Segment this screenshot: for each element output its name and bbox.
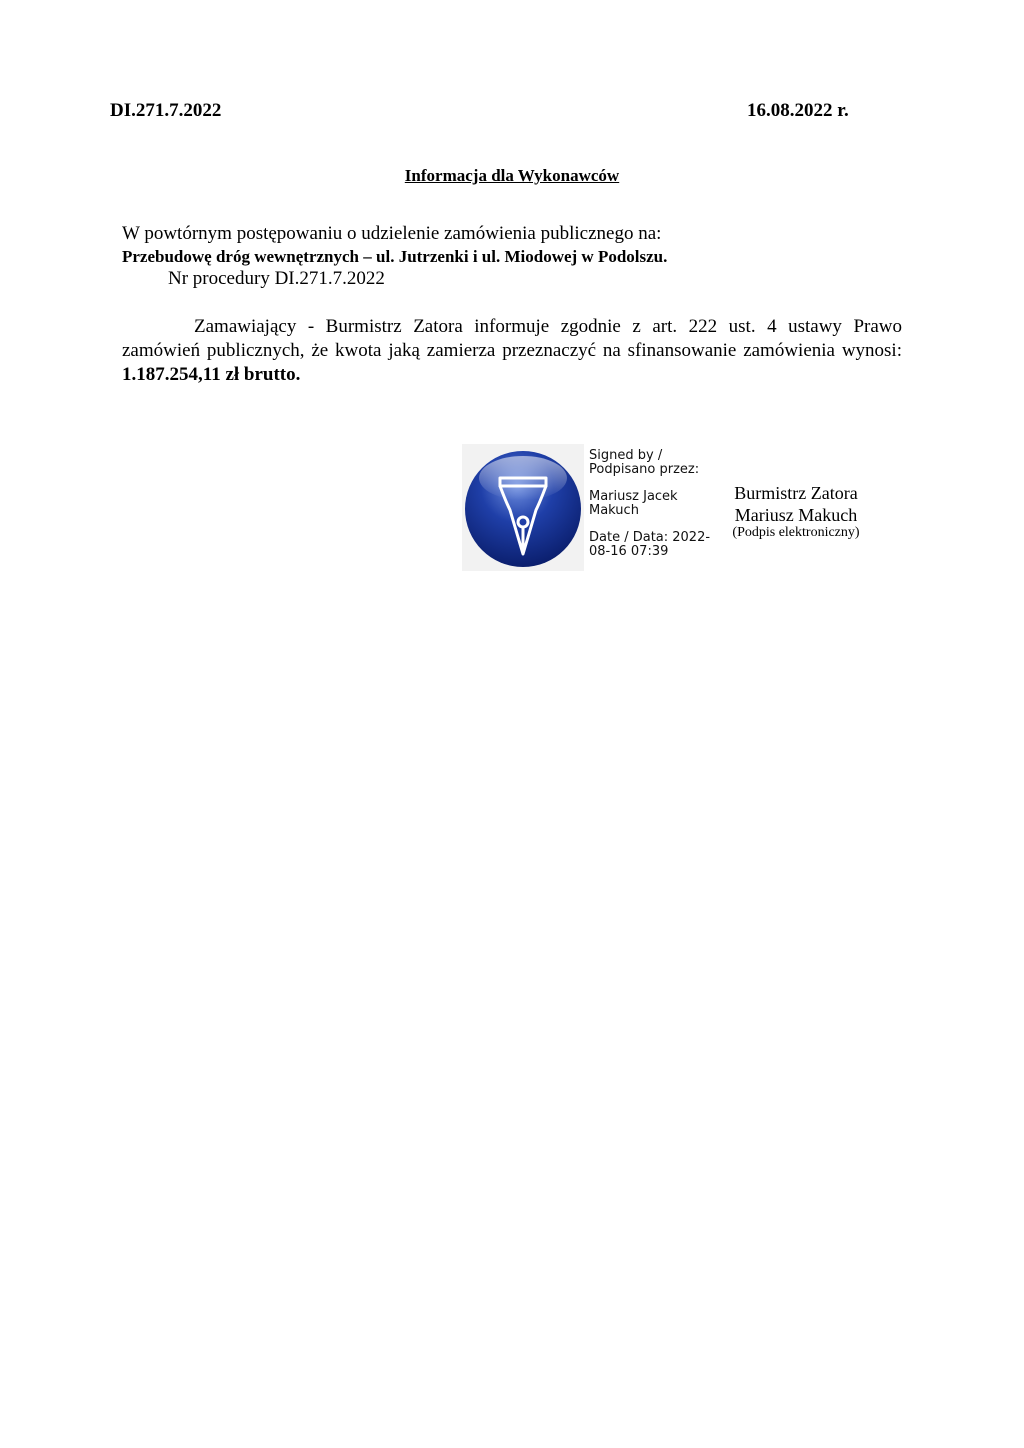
document-title: Informacja dla Wykonawców [404,166,620,185]
signatory-name: Mariusz Makuch [734,505,858,525]
procedure-number: Nr procedury DI.271.7.2022 [168,268,385,289]
body-paragraph [122,315,902,387]
document-date: 16.08.2022 r. [747,100,849,121]
signature-date: Date / Data: 2022- 08-16 07:39 [589,530,711,559]
signed-by-label: Signed by / Podpisano przez: [589,448,700,477]
signatory-block [716,482,876,526]
electronic-signature-note: (Podpis elektroniczny) [732,525,860,540]
procurement-subject: Przebudowę dróg wewnętrznych – ul. Jutrzenki i ul. Miodowej w Podolszu. [122,247,668,266]
signatory-office: Burmistrz Zatora [734,483,858,503]
signature-seal-icon [462,444,584,571]
signature-metadata [589,449,710,572]
body-text: Zamawiający - Burmistrz Zatora informuje zgodnie z art. 222 ust. 4 ustawy Prawo zamówień publicznych, że kwota jaką zamierza przeznaczyć na sfinansowanie zamówienia wynosi: [122,316,902,361]
document-reference: DI.271.7.2022 [110,100,222,121]
intro-line: W powtórnym postępowaniu o udzielenie zamówienia publicznego na: [122,223,662,244]
signer-name: Mariusz Jacek Makuch [589,489,678,518]
amount: 1.187.254,11 zł brutto. [122,364,301,385]
